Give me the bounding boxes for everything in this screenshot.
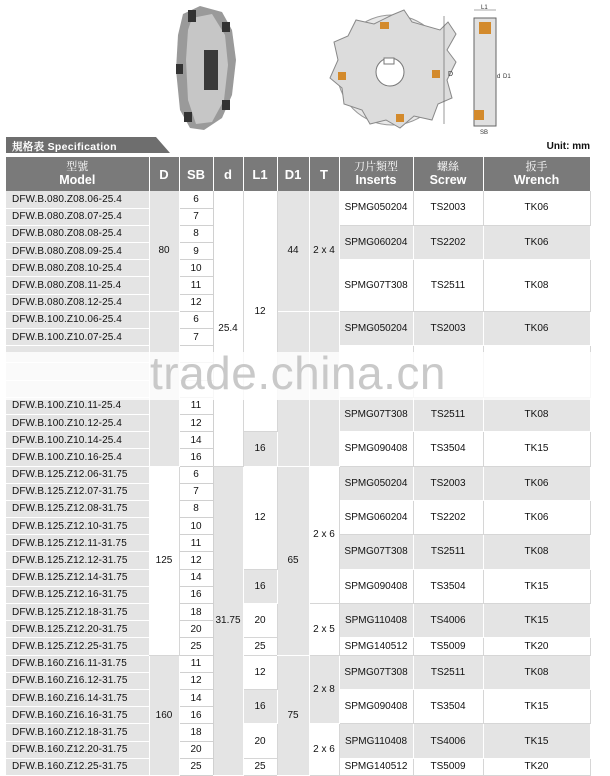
insert-type-cell: SPMG090408 — [339, 689, 413, 723]
sb-width-cell: 9 — [179, 243, 213, 260]
wrench-cell: TK08 — [483, 260, 590, 312]
table-row — [6, 655, 590, 672]
l1-length-cell: 20 — [243, 604, 277, 638]
screw-cell: TS3504 — [413, 432, 483, 466]
model-cell: DFW.B.125.Z12.12-31.75 — [6, 552, 149, 569]
screw-cell: TS4006 — [413, 724, 483, 758]
watermark-text: trade.china.cn — [150, 347, 446, 399]
column-header-zh: 刀片類型 — [354, 161, 398, 173]
sb-width-cell: 11 — [179, 277, 213, 294]
d-outer-diameter-cell: 160 — [149, 655, 179, 775]
insert-type-cell: SPMG050204 — [339, 466, 413, 500]
sb-width-cell: 6 — [179, 311, 213, 328]
insert-type-cell: SPMG060204 — [339, 225, 413, 259]
column-header: d — [213, 157, 243, 191]
l1-length-cell: 16 — [243, 569, 277, 603]
sb-width-cell: 16 — [179, 586, 213, 603]
insert-type-cell: SPMG050204 — [339, 311, 413, 345]
model-cell: DFW.B.125.Z12.14-31.75 — [6, 569, 149, 586]
model-cell: DFW.B.080.Z08.12-25.4 — [6, 294, 149, 311]
insert-type-cell: SPMG07T308 — [339, 260, 413, 312]
model-cell: DFW.B.125.Z12.10-31.75 — [6, 518, 149, 535]
column-header-zh: 扳手 — [525, 161, 548, 173]
screw-cell: TS2003 — [413, 191, 483, 225]
column-header — [483, 157, 590, 191]
insert-type-cell: SPMG140512 — [339, 638, 413, 655]
l1-length-cell: 25 — [243, 638, 277, 655]
diagram-label-d: d — [497, 74, 501, 80]
l1-length-cell: 12 — [243, 466, 277, 569]
column-header-en: Wrench — [513, 173, 560, 187]
sb-width-cell: 18 — [179, 724, 213, 741]
model-cell: DFW.B.125.Z12.18-31.75 — [6, 604, 149, 621]
l1-length-cell: 12 — [243, 655, 277, 689]
column-header: L1 — [243, 157, 277, 191]
column-header-zh: 螺絲 — [437, 161, 459, 173]
t-teeth-cell: 2 x 5 — [309, 604, 339, 656]
insert-type-cell: SPMG07T308 — [339, 655, 413, 689]
l1-length-cell: 16 — [243, 689, 277, 723]
diagram-label-L1: L1 — [481, 5, 488, 11]
model-cell: DFW.B.125.Z12.16-31.75 — [6, 586, 149, 603]
sb-width-cell: 12 — [179, 414, 213, 431]
table-row — [6, 466, 590, 483]
model-cell: DFW.B.080.Z08.06-25.4 — [6, 191, 149, 208]
bore-d-cell: 25.4 — [213, 191, 243, 466]
l1-length-cell: 16 — [243, 432, 277, 466]
model-cell: DFW.B.125.Z12.08-31.75 — [6, 500, 149, 517]
t-teeth-cell: 2 x 6 — [309, 724, 339, 776]
model-cell: DFW.B.080.Z08.07-25.4 — [6, 208, 149, 225]
sb-width-cell: 8 — [179, 225, 213, 242]
t-teeth-cell: 2 x 8 — [309, 655, 339, 724]
table-row — [6, 311, 590, 328]
model-cell: DFW.B.125.Z12.07-31.75 — [6, 483, 149, 500]
model-cell: DFW.B.160.Z16.11-31.75 — [6, 655, 149, 672]
column-header — [6, 157, 149, 191]
d-outer-diameter-cell: 125 — [149, 466, 179, 655]
sb-width-cell: 14 — [179, 432, 213, 449]
sb-width-cell: 14 — [179, 569, 213, 586]
screw-cell: TS2202 — [413, 225, 483, 259]
wrench-cell: TK15 — [483, 689, 590, 723]
t-teeth-cell: 2 x 6 — [309, 466, 339, 604]
bore-d-cell: 31.75 — [213, 466, 243, 775]
model-cell: DFW.B.160.Z16.16-31.75 — [6, 707, 149, 724]
insert-type-cell: SPMG110408 — [339, 604, 413, 638]
d-outer-diameter-cell: 80 — [149, 191, 179, 311]
model-cell: DFW.B.100.Z10.14-25.4 — [6, 432, 149, 449]
wrench-cell: TK20 — [483, 638, 590, 655]
wrench-cell: TK06 — [483, 311, 590, 345]
model-cell: DFW.B.100.Z10.11-25.4 — [6, 397, 149, 414]
sb-width-cell: 7 — [179, 208, 213, 225]
model-cell: DFW.B.100.Z10.12-25.4 — [6, 414, 149, 431]
model-cell: DFW.B.100.Z10.06-25.4 — [6, 311, 149, 328]
model-cell: DFW.B.160.Z16.12-31.75 — [6, 672, 149, 689]
screw-cell: TS2202 — [413, 500, 483, 534]
model-cell: DFW.B.160.Z12.25-31.75 — [6, 758, 149, 775]
sb-width-cell: 7 — [179, 483, 213, 500]
section-title: 規格表 Specification — [12, 141, 117, 153]
sb-width-cell: 20 — [179, 621, 213, 638]
model-cell: DFW.B.160.Z12.20-31.75 — [6, 741, 149, 758]
screw-cell: TS3504 — [413, 689, 483, 723]
l1-length-cell: 20 — [243, 724, 277, 758]
wrench-cell: TK06 — [483, 500, 590, 534]
model-cell: DFW.B.100.Z10.16-25.4 — [6, 449, 149, 466]
wrench-cell: TK20 — [483, 758, 590, 775]
insert-type-cell: SPMG060204 — [339, 500, 413, 534]
insert-type-cell: SPMG050204 — [339, 191, 413, 225]
wrench-cell: TK08 — [483, 655, 590, 689]
sb-width-cell: 25 — [179, 638, 213, 655]
model-cell: DFW.B.080.Z08.08-25.4 — [6, 225, 149, 242]
insert-type-cell: SPMG090408 — [339, 569, 413, 603]
model-cell: DFW.B.125.Z12.11-31.75 — [6, 535, 149, 552]
l1-length-cell: 12 — [243, 191, 277, 432]
t-teeth-cell: 2 x 4 — [309, 191, 339, 311]
product-illustration — [0, 0, 610, 136]
screw-cell: TS2511 — [413, 260, 483, 312]
diagram-label-D: D — [448, 71, 454, 78]
sb-width-cell: 12 — [179, 672, 213, 689]
diagram-label-SB: SB — [480, 130, 489, 136]
model-cell: DFW.B.125.Z12.20-31.75 — [6, 621, 149, 638]
column-header-zh: 型號 — [66, 161, 89, 173]
wrench-cell: TK08 — [483, 535, 590, 569]
sb-width-cell: 10 — [179, 518, 213, 535]
wrench-cell: TK08 — [483, 397, 590, 431]
sb-width-cell: 7 — [179, 329, 213, 346]
column-header — [339, 157, 413, 191]
d1-diameter-cell: 44 — [277, 191, 309, 311]
screw-cell: TS2003 — [413, 311, 483, 345]
insert-type-cell: SPMG090408 — [339, 432, 413, 466]
d1-diameter-cell: 65 — [277, 466, 309, 655]
column-header: D1 — [277, 157, 309, 191]
l1-length-cell: 25 — [243, 758, 277, 775]
column-header-en: Screw — [429, 173, 467, 187]
table-header — [6, 157, 590, 191]
column-header: SB — [179, 157, 213, 191]
insert-type-cell: SPMG110408 — [339, 724, 413, 758]
screw-cell: TS5009 — [413, 758, 483, 775]
cutter-front-diagram — [330, 10, 456, 128]
wrench-cell: TK06 — [483, 225, 590, 259]
screw-cell: TS2511 — [413, 535, 483, 569]
screw-cell: TS2511 — [413, 397, 483, 431]
wrench-cell: TK15 — [483, 604, 590, 638]
sb-width-cell: 10 — [179, 260, 213, 277]
sb-width-cell: 14 — [179, 689, 213, 706]
sb-width-cell: 11 — [179, 397, 213, 414]
wrench-cell: TK06 — [483, 191, 590, 225]
sb-width-cell: 12 — [179, 552, 213, 569]
unit-label: Unit: mm — [546, 141, 590, 152]
diagram-label-D1: D1 — [503, 74, 511, 80]
specification-table — [6, 157, 591, 776]
screw-cell: TS4006 — [413, 604, 483, 638]
sb-width-cell: 6 — [179, 191, 213, 208]
model-cell: DFW.B.125.Z12.06-31.75 — [6, 466, 149, 483]
cutter-photo — [176, 6, 236, 130]
model-cell: DFW.B.080.Z08.11-25.4 — [6, 277, 149, 294]
screw-cell: TS5009 — [413, 638, 483, 655]
sb-width-cell: 6 — [179, 466, 213, 483]
sb-width-cell: 18 — [179, 604, 213, 621]
sb-width-cell: 25 — [179, 758, 213, 775]
wrench-cell: TK15 — [483, 724, 590, 758]
wrench-cell: TK15 — [483, 432, 590, 466]
d1-diameter-cell: 75 — [277, 655, 309, 775]
column-header — [413, 157, 483, 191]
cutter-side-diagram — [474, 5, 511, 136]
screw-cell: TS2003 — [413, 466, 483, 500]
screw-cell: TS2511 — [413, 655, 483, 689]
model-cell: DFW.B.080.Z08.09-25.4 — [6, 243, 149, 260]
screw-cell: TS3504 — [413, 569, 483, 603]
sb-width-cell: 16 — [179, 449, 213, 466]
sb-width-cell: 20 — [179, 741, 213, 758]
model-cell: DFW.B.125.Z12.25-31.75 — [6, 638, 149, 655]
sb-width-cell: 11 — [179, 535, 213, 552]
insert-type-cell: SPMG07T308 — [339, 397, 413, 431]
insert-type-cell: SPMG140512 — [339, 758, 413, 775]
sb-width-cell: 16 — [179, 707, 213, 724]
table-row — [6, 191, 590, 208]
wrench-cell: TK15 — [483, 569, 590, 603]
column-header: D — [149, 157, 179, 191]
sb-width-cell: 12 — [179, 294, 213, 311]
model-cell: DFW.B.160.Z12.18-31.75 — [6, 724, 149, 741]
model-cell: DFW.B.160.Z16.14-31.75 — [6, 689, 149, 706]
model-cell: DFW.B.100.Z10.07-25.4 — [6, 329, 149, 346]
column-header-en: Inserts — [355, 173, 397, 187]
column-header-en: Model — [59, 173, 96, 187]
insert-type-cell: SPMG07T308 — [339, 535, 413, 569]
model-cell: DFW.B.080.Z08.10-25.4 — [6, 260, 149, 277]
sb-width-cell: 11 — [179, 655, 213, 672]
sb-width-cell: 8 — [179, 500, 213, 517]
wrench-cell: TK06 — [483, 466, 590, 500]
column-header: T — [309, 157, 339, 191]
